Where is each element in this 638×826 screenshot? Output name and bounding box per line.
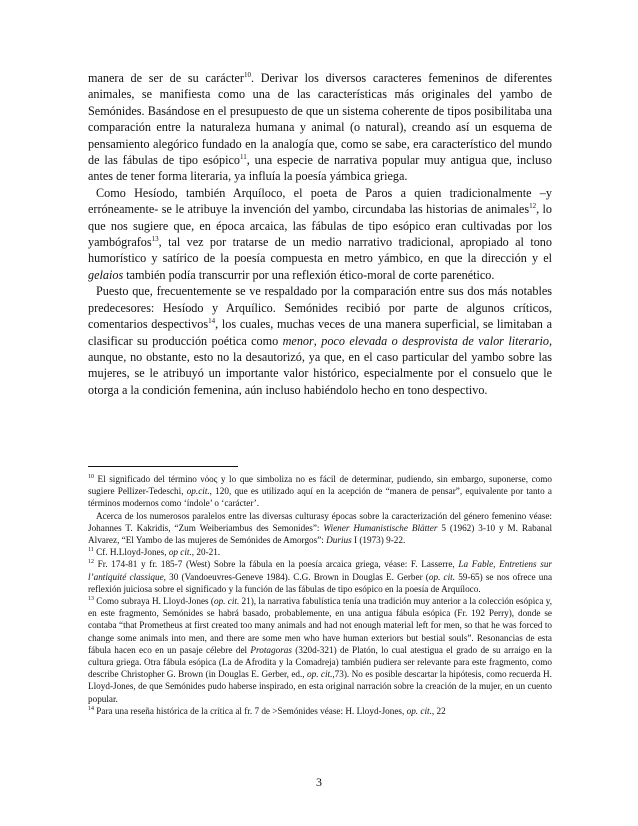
footnote-13 bbox=[88, 595, 552, 705]
text-run: , 120, que es utilizado aquí en la acepción de “manera de pensar”, equivalente por tanto a términos modernos como ‘índole’ o ‘carácter’. bbox=[88, 486, 552, 509]
paragraph-2 bbox=[88, 185, 552, 283]
text-run: El significado del término bbox=[94, 474, 201, 484]
text-run: y lo que simboliza no es fácil de determinar, pudiendo, sin embargo, suponerse, como sugiere Pellizer-Tedeschi, bbox=[88, 474, 552, 497]
footnote-10-continued bbox=[88, 510, 552, 547]
text-run: Para una reseña histórica de la crítica al fr. 7 de >Semónides véase: H. Lloyd-Jones, bbox=[94, 705, 407, 716]
paragraph-1 bbox=[88, 70, 552, 185]
text-run: Como subraya H. Lloyd-Jones ( bbox=[94, 596, 214, 607]
text-run: , lo que nos sugiere que, en época arcaica, las fábulas de tipo esópico eran cultivadas por los yambógrafos bbox=[88, 202, 553, 250]
footnote-12 bbox=[88, 558, 552, 595]
footnote-number: 10 bbox=[88, 474, 94, 480]
italic-term: op. cit. bbox=[213, 596, 240, 607]
italic-term: Durius bbox=[326, 535, 352, 546]
footnote-10 bbox=[88, 473, 552, 510]
text-run: , 20-21. bbox=[191, 547, 221, 558]
italic-term: op. cit. bbox=[307, 669, 333, 680]
text-run: Fr. 174-81 y fr. 185-7 (West) Sobre la fábula en la poesía arcaica griega, véase: F. Lasserre, bbox=[94, 559, 459, 570]
footnote-ref-13[interactable]: 13 bbox=[151, 235, 159, 244]
footnote-number: 11 bbox=[88, 547, 94, 554]
italic-term: Protagoras bbox=[250, 644, 292, 655]
text-run: 21), la narrativa fabulística tenía una tradición muy anterior a la colección esópica y, en este fragmento, Semónides se habrá basado, probablemente, en una antigua fábula esópica (Fr. 192 Perry), donde se contaba “that Prometheus at first created too many animals and had not enough material left for men, so that he was forced to change some animals into men, and there are some men who have human exteriors but bestial souls”. Resonancias de esta fábula hacen eco en un pasaje célebre del bbox=[88, 596, 553, 655]
footnote-11 bbox=[88, 546, 552, 558]
footnote-ref-10[interactable]: 10 bbox=[243, 71, 251, 79]
italic-term: La Fable, Entretiens sur l’antiquité classique bbox=[88, 559, 552, 582]
text-run: , 22 bbox=[431, 705, 446, 716]
text-run: . Derivar los diversos caracteres femeninos de diferentes animales, se manifiesta como una de las características más originales del yambo de Semónides. Basándose en el presupuesto de que un sistema coherente de tipos posibilitaba una comparación entre la naturaleza humana y animal (o natural), creando así un esquema de pensamiento alegórico fundado en la analogía que, como se sabe, era característico del mundo de las fábulas de tipo esópico bbox=[88, 71, 552, 168]
main-text bbox=[88, 70, 552, 398]
footnote-number: 14 bbox=[88, 705, 94, 712]
footnote-ref-14[interactable]: 14 bbox=[208, 317, 216, 326]
paragraph-3 bbox=[88, 283, 552, 398]
text-run: , una especie de narrativa popular muy antigua que, incluso antes de tener forma literaria, ya influía la poesía yámbica griega. bbox=[88, 153, 552, 184]
text-run: (320d-321) de Platón, lo cual atestigua el grado de su arraigo en la cultura griega. Otra fábula esópica (La de Afrodita y la Comadreja) también pudiera ser relevante para este fragmento, como describe Christopher G. Brown (in Douglas E. Gerber, ed., bbox=[88, 644, 552, 680]
page-number: 3 bbox=[316, 775, 322, 789]
greek-term: νόος bbox=[200, 474, 218, 484]
text-run: 5 (1962) 3-10 y M. Rabanal Alvarez, “El Yambo de las mujeres de Semónides de Amorgos”: bbox=[88, 522, 553, 546]
text-run: 59-65) se nos ofrece una reflexión juiciosa sobre el significado y la función de las fábulas de tipo esópico en la poesía de Arquíloco. bbox=[88, 571, 553, 594]
footnote-14 bbox=[88, 705, 552, 717]
text-run: , aunque, no obstante, esto no la desautorizó, ya que, en el caso particular del yambo sobre las mujeres, se le atribuyó un importante valor histórico, especialmente por el consuelo que le otorga a la condición femenina, aún incluso habiéndolo hecho en tono despectivo. bbox=[88, 333, 552, 397]
text-run: Cf. H.Lloyd-Jones, bbox=[93, 547, 169, 558]
footnote-separator bbox=[88, 466, 238, 467]
footnotes bbox=[88, 473, 552, 717]
italic-term: op cit. bbox=[168, 547, 192, 558]
italic-term: op. cit. bbox=[406, 705, 432, 716]
text-run: ,73). No es posible descartar la hipótesis, como recuerda H. Lloyd-Jones, de que Semónides pudo haberse inspirado, en esta original narración sobre la creación de la mujer, en un cuento popular. bbox=[88, 669, 552, 704]
text-run: manera de ser de su carácter bbox=[88, 71, 244, 85]
italic-term: Wiener Humanistische Blätter bbox=[323, 522, 438, 533]
text-run: Acerca de los numerosos paralelos entre las diversas culturasy épocas sobre la caracterización del género femenino véase: Johannes T. Kakridis, “Zum Weiberiambus des Semonides”: bbox=[88, 510, 552, 533]
text-run: , 30 (Vandoeuvres-Geneve 1984). C.G. Brown in Douglas E. Gerber ( bbox=[163, 571, 429, 582]
italic-term: menor bbox=[282, 333, 314, 348]
italic-term: gelaios bbox=[88, 267, 124, 282]
footnote-number: 12 bbox=[88, 559, 94, 566]
italic-term: op. cit. bbox=[428, 571, 456, 582]
italic-term: poco elevada o desprovista de valor literario bbox=[321, 333, 549, 348]
footnote-number: 13 bbox=[88, 596, 94, 603]
text-run: I (1973) 9-22. bbox=[351, 535, 406, 546]
text-run: , bbox=[313, 333, 322, 348]
text-run: , los cuales, muchas veces de una manera superficial, se limitaban a clasificar su producción poética como bbox=[88, 317, 552, 348]
text-run: , tal vez por tratarse de un medio narrativo tradicional, apropiado al tono humorístico y satírico de la poesía compuesta en metro yámbico, en que la dirección y el bbox=[88, 235, 552, 266]
footnote-ref-12[interactable]: 12 bbox=[529, 202, 537, 211]
text-run: Puesto que, frecuentemente se ve respaldado por la comparación entre sus dos más notables predecesores: Hesíodo y Arquílico. Semónides recibió por parte de algunos críticos, comentarios despectivos bbox=[88, 284, 552, 332]
italic-term: op.cit. bbox=[186, 486, 210, 497]
text-run: también podía transcurrir por una reflexión ético-moral de corte parenético. bbox=[123, 267, 495, 282]
footnote-ref-11[interactable]: 11 bbox=[240, 153, 247, 162]
text-run: Como Hesíodo, también Arquíloco, el poeta de Paros a quien tradicionalmente –y erróneamente- se le atribuye la invención del yambo, circundaba las historias de animales bbox=[88, 185, 552, 217]
